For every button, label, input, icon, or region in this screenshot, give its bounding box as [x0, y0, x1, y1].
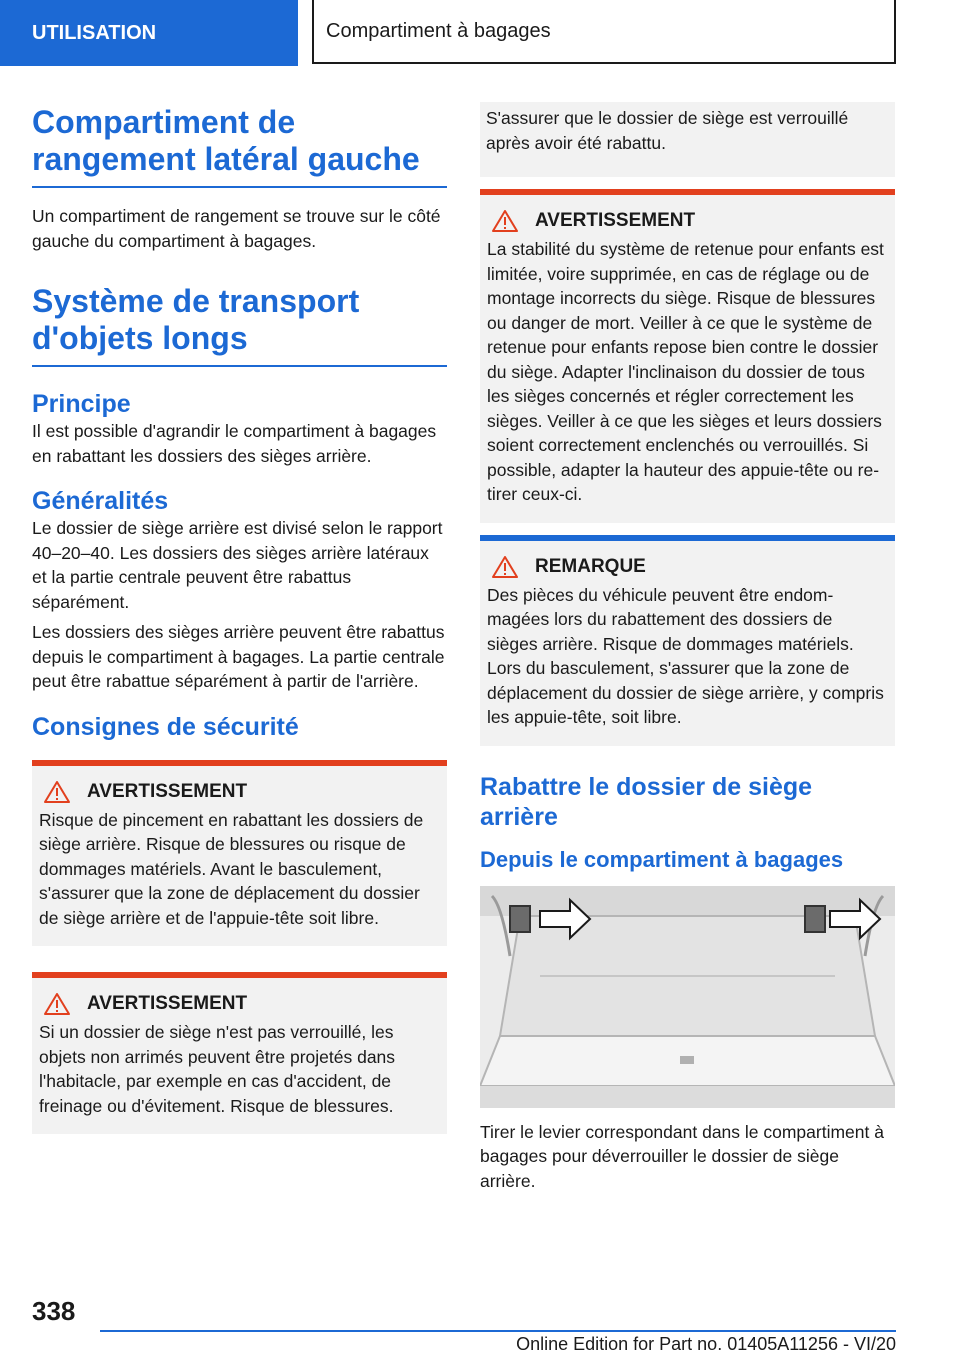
heading-safety: Consignes de sécurité — [32, 712, 299, 741]
heading-general: Généralités — [32, 487, 169, 515]
heading-fold-seat: Rabattre le dossier de siège arrière — [480, 772, 813, 831]
trunk-illustration — [480, 886, 895, 1108]
paragraph-side-storage: Un compartiment de rangement se trouve sur le côté gauche du compartiment à bagages. — [32, 206, 441, 251]
note-header — [487, 555, 887, 579]
warning-text: Si un dossier de siège n'est pas verrouillé, les objets non arrimés peuvent être projetés dans l'habitacle, par exemple en cas d'accident, de freinage ou d'évitement. Risque de blessures. — [39, 1022, 396, 1116]
continued-box — [480, 102, 895, 177]
chapter-title: Compartiment à bagages — [312, 0, 896, 64]
heading-from-trunk: Depuis le compartiment à bagages — [480, 846, 844, 872]
section-tab: UTILISATION — [0, 0, 298, 66]
warning-box-pinching — [32, 760, 447, 947]
note-title: REMARQUE — [535, 555, 646, 577]
right-column — [480, 102, 895, 1193]
paragraph-general-1: Le dossier de siège arrière est divisé selon le rapport 40–20–40. Les dossiers des sièges arrière latéraux et la partie centrale peuvent être rabattus séparément. — [32, 518, 443, 612]
warning-text: La stabilité du système de retenue pour enfants est limitée, voire supprimée, en cas de réglage ou de montage incorrects du siège. Risque de blessures ou danger de mort. Veiller à ce que le système de retenue pour enfants repose bien contre le dossier du siège. Adapter l'inclinaison du dossier de tous les sièges concernés et régler correctement les sièges. Veiller à ce que les sièges et leurs dossiers soient correctement enclenchés ou verrouillés. Si possible, adapter la hauteur des appuie-tête ou retirer ceux-ci. — [487, 239, 884, 504]
caution-triangle-icon — [491, 555, 519, 579]
left-column — [32, 104, 447, 1134]
heading-side-storage: Compartiment de rangement latéral gauche — [32, 104, 447, 188]
warning-triangle-icon — [43, 780, 71, 804]
paragraph-pull-lever: Tirer le levier correspondant dans le compartiment à bagages pour déverrouiller le dossier de siège arrière. — [480, 1121, 884, 1191]
warning-triangle-icon — [491, 209, 519, 233]
warning-box-child-seat — [480, 189, 895, 523]
warning-triangle-icon — [43, 992, 71, 1016]
page-header — [0, 0, 960, 66]
warning-title: AVERTISSEMENT — [87, 780, 248, 802]
warning-header — [39, 992, 439, 1016]
heading-long-objects: Système de transport d'objets longs — [32, 283, 447, 367]
page-number: 338 — [32, 1296, 76, 1326]
warning-box-unlocked-seat — [32, 972, 447, 1134]
continued-text: S'assurer que le dossier de siège est verrouillé après avoir été rabattu. — [486, 108, 849, 153]
footer-edition: Online Edition for Part no. 01405A11256 - VI/20 — [516, 1334, 896, 1354]
heading-principle: Principe — [32, 390, 131, 418]
note-text: Des pièces du véhicule peuvent être endommagées lors du rabattement des dossiers de sièges arrière. Risque de dommages matériels. Lors du basculement, s'assurer que la zone de déplacement du dossier de siège arrière, y compris les appuie-tête, soit libre. — [487, 584, 884, 727]
warning-title: AVERTISSEMENT — [535, 210, 696, 231]
paragraph-principle: Il est possible d'agrandir le compartiment à bagages en rabattant les dossiers des sièges arrière. — [32, 421, 437, 466]
warning-text: Risque de pincement en rabattant les dossiers de siège arrière. Risque de blessures ou risque de dommages matériels. Avant le basculement, s'assurer que la zone de déplacement du dossier de siège arrière et de l'appuie-tête soit libre. — [39, 809, 424, 928]
warning-title: AVERTISSEMENT — [87, 993, 248, 1014]
note-box — [480, 535, 895, 746]
footer-divider — [100, 1330, 896, 1332]
paragraph-general-2: Les dossiers des sièges arrière peuvent être rabattus depuis le compartiment à bagages. La partie centrale peut être rabattue séparément à partir de l'arrière. — [32, 622, 445, 691]
warning-header — [39, 780, 439, 804]
warning-header — [487, 209, 887, 233]
